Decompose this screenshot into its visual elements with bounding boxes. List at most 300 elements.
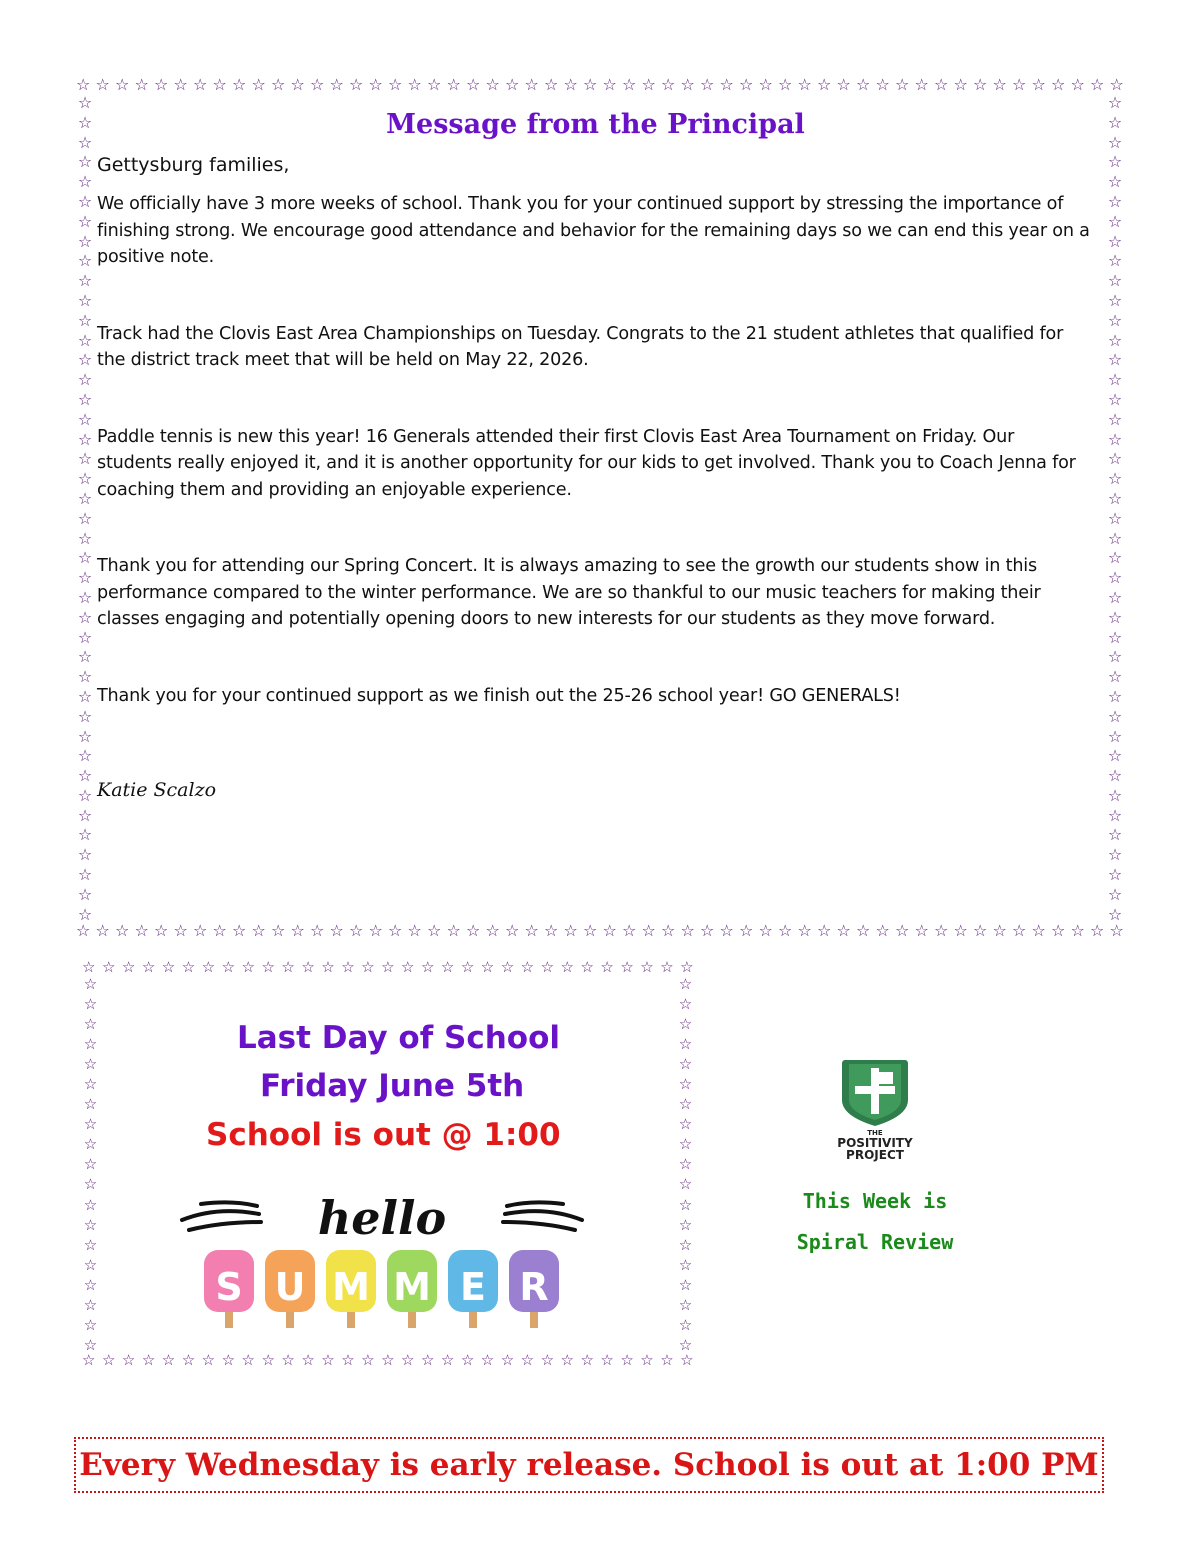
star-outline-icon: ☆: [817, 77, 832, 94]
star-outline-icon: ☆: [602, 77, 617, 94]
star-outline-icon: ☆: [1012, 77, 1027, 94]
star-outline-icon: ☆: [301, 960, 315, 976]
star-outline-icon: ☆: [817, 923, 832, 940]
star-outline-icon: ☆: [221, 960, 236, 976]
star-outline-icon: ☆: [141, 960, 156, 976]
star-outline-icon: ☆: [83, 1055, 98, 1074]
star-outline-icon: ☆: [77, 370, 93, 390]
star-outline-icon: ☆: [678, 1315, 693, 1334]
star-outline-icon: ☆: [500, 1353, 515, 1369]
star-outline-icon: ☆: [101, 960, 116, 976]
star-outline-icon: ☆: [1107, 904, 1123, 923]
star-outline-icon: ☆: [161, 960, 176, 976]
positivity-project: [790, 1058, 960, 1263]
star-outline-icon: ☆: [641, 77, 656, 94]
star-outline-icon: ☆: [641, 923, 656, 940]
star-outline-icon: ☆: [1031, 923, 1046, 940]
star-outline-icon: ☆: [251, 77, 266, 94]
principal-title: Message from the Principal: [386, 109, 805, 140]
star-outline-icon: ☆: [678, 995, 693, 1014]
star-outline-icon: ☆: [505, 923, 520, 940]
star-outline-icon: ☆: [361, 960, 375, 976]
star-outline-icon: ☆: [563, 77, 578, 94]
star-outline-icon: ☆: [77, 251, 93, 271]
star-outline-icon: ☆: [281, 1353, 295, 1369]
star-outline-icon: ☆: [1107, 409, 1123, 429]
popsicle-2: [326, 1250, 376, 1328]
star-outline-icon: ☆: [420, 1353, 435, 1369]
principal-message-content: [97, 109, 1094, 801]
star-outline-icon: ☆: [77, 785, 93, 805]
star-outline-icon: ☆: [914, 77, 929, 94]
star-outline-icon: ☆: [678, 1015, 693, 1034]
star-outline-icon: ☆: [83, 1335, 98, 1353]
star-outline-icon: ☆: [77, 746, 93, 766]
star-outline-icon: ☆: [77, 469, 93, 489]
star-outline-icon: ☆: [758, 77, 773, 94]
last-day-dismissal: School is out @ 1:00: [206, 1117, 561, 1153]
star-border-bottom: [76, 923, 1124, 941]
star-outline-icon: ☆: [1107, 607, 1123, 627]
star-outline-icon: ☆: [241, 1353, 255, 1369]
star-outline-icon: ☆: [600, 1353, 614, 1369]
star-outline-icon: ☆: [875, 923, 890, 940]
star-outline-icon: ☆: [520, 960, 535, 976]
star-outline-icon: ☆: [719, 923, 734, 940]
star-outline-icon: ☆: [115, 923, 130, 940]
star-outline-icon: ☆: [1107, 469, 1123, 489]
star-outline-icon: ☆: [719, 77, 734, 94]
star-outline-icon: ☆: [660, 1353, 674, 1369]
star-outline-icon: ☆: [77, 350, 93, 370]
star-outline-icon: ☆: [1107, 350, 1123, 370]
star-outline-icon: ☆: [77, 647, 93, 667]
star-outline-icon: ☆: [620, 1353, 634, 1369]
star-outline-icon: ☆: [778, 77, 793, 94]
star-outline-icon: ☆: [321, 1353, 335, 1369]
star-outline-icon: ☆: [1051, 77, 1066, 94]
star-outline-icon: ☆: [797, 77, 812, 94]
popsicle-3: [387, 1250, 437, 1328]
hello-swoosh-left: [182, 1202, 261, 1230]
star-outline-icon: ☆: [401, 960, 415, 976]
star-outline-icon: ☆: [83, 977, 98, 993]
star-outline-icon: ☆: [310, 77, 325, 94]
star-outline-icon: ☆: [1107, 310, 1123, 330]
star-outline-icon: ☆: [661, 77, 676, 94]
paragraph-closing: Thank you for your continued support as we finish out the 25-26 school year! GO GENERALS!: [97, 685, 901, 706]
star-outline-icon: ☆: [1090, 77, 1105, 94]
star-outline-icon: ☆: [1107, 231, 1123, 251]
star-outline-icon: ☆: [1107, 647, 1123, 667]
star-outline-icon: ☆: [739, 923, 754, 940]
star-outline-icon: ☆: [678, 1255, 693, 1274]
star-outline-icon: ☆: [115, 77, 130, 94]
star-outline-icon: ☆: [1107, 132, 1123, 152]
star-outline-icon: ☆: [201, 1353, 216, 1369]
star-outline-icon: ☆: [281, 960, 295, 976]
star-outline-icon: ☆: [161, 1353, 176, 1369]
star-outline-icon: ☆: [1107, 667, 1123, 687]
star-outline-icon: ☆: [622, 77, 637, 94]
star-outline-icon: ☆: [1107, 449, 1123, 469]
star-outline-icon: ☆: [524, 77, 539, 94]
popsicle-letter: U: [274, 1265, 306, 1309]
star-outline-icon: ☆: [992, 923, 1007, 940]
star-outline-icon: ☆: [420, 960, 435, 976]
star-outline-icon: ☆: [77, 172, 93, 192]
star-outline-icon: ☆: [181, 960, 196, 976]
star-outline-icon: ☆: [1107, 587, 1123, 607]
positivity-shield-icon: [830, 1058, 920, 1163]
star-outline-icon: ☆: [121, 960, 136, 976]
star-outline-icon: ☆: [602, 923, 617, 940]
star-outline-icon: ☆: [1107, 528, 1123, 548]
star-outline-icon: ☆: [580, 960, 594, 976]
star-outline-icon: ☆: [271, 923, 286, 940]
star-outline-icon: ☆: [83, 1035, 98, 1054]
star-outline-icon: ☆: [1107, 548, 1123, 568]
star-outline-icon: ☆: [1107, 112, 1123, 132]
star-outline-icon: ☆: [480, 1353, 495, 1369]
popsicle-stick: [469, 1310, 477, 1328]
star-outline-icon: ☆: [1070, 77, 1085, 94]
star-outline-icon: ☆: [460, 960, 475, 976]
paragraph-weeks: We officially have 3 more weeks of school. Thank you for your continued support by stressing the importance of finishing strong. We encourage good attendance and behavior for the remaining days so we can end this year on a positive note.: [97, 194, 1090, 267]
star-outline-icon: ☆: [560, 1353, 574, 1369]
star-outline-icon: ☆: [77, 191, 93, 211]
star-outline-icon: ☆: [640, 960, 654, 976]
star-outline-icon: ☆: [622, 923, 637, 940]
star-outline-icon: ☆: [77, 825, 93, 845]
star-outline-icon: ☆: [212, 77, 227, 94]
star-outline-icon: ☆: [77, 488, 93, 508]
star-outline-icon: ☆: [544, 923, 559, 940]
star-outline-icon: ☆: [95, 923, 110, 940]
star-outline-icon: ☆: [1109, 77, 1124, 94]
star-outline-icon: ☆: [95, 77, 110, 94]
star-outline-icon: ☆: [77, 667, 93, 687]
star-outline-icon: ☆: [341, 1353, 355, 1369]
star-outline-icon: ☆: [440, 960, 455, 976]
star-outline-icon: ☆: [329, 923, 344, 940]
star-outline-icon: ☆: [173, 923, 188, 940]
star-outline-icon: ☆: [700, 923, 715, 940]
star-outline-icon: ☆: [678, 1295, 693, 1314]
principal-message-box: [76, 77, 1124, 941]
star-outline-icon: ☆: [1107, 865, 1123, 885]
star-outline-icon: ☆: [540, 1353, 555, 1369]
star-outline-icon: ☆: [661, 923, 676, 940]
star-outline-icon: ☆: [678, 1055, 693, 1074]
hello-summer-graphic: [177, 1192, 587, 1332]
star-outline-icon: ☆: [1107, 95, 1123, 112]
popsicle-4: [448, 1250, 498, 1328]
star-outline-icon: ☆: [895, 923, 910, 940]
greeting: Gettysburg families,: [97, 154, 290, 176]
star-border-left: [76, 95, 94, 923]
star-outline-icon: ☆: [1031, 77, 1046, 94]
star-outline-icon: ☆: [856, 77, 871, 94]
star-outline-icon: ☆: [388, 77, 403, 94]
star-outline-icon: ☆: [560, 960, 574, 976]
star-outline-icon: ☆: [310, 923, 325, 940]
star-outline-icon: ☆: [301, 1353, 315, 1369]
logo-line-project: PROJECT: [846, 1148, 904, 1162]
star-outline-icon: ☆: [83, 1095, 98, 1114]
star-outline-icon: ☆: [678, 1235, 693, 1254]
star-outline-icon: ☆: [76, 923, 91, 940]
star-outline-icon: ☆: [349, 923, 364, 940]
star-outline-icon: ☆: [1107, 884, 1123, 904]
star-outline-icon: ☆: [505, 77, 520, 94]
star-outline-icon: ☆: [934, 77, 949, 94]
star-outline-icon: ☆: [678, 977, 693, 993]
popsicle-letter: S: [215, 1265, 243, 1309]
star-outline-icon: ☆: [241, 960, 255, 976]
star-outline-icon: ☆: [678, 1215, 693, 1234]
popsicle-letter: E: [460, 1265, 486, 1309]
star-border-left: [82, 977, 99, 1353]
star-outline-icon: ☆: [427, 77, 442, 94]
star-outline-icon: ☆: [341, 960, 355, 976]
star-outline-icon: ☆: [83, 1275, 98, 1294]
star-outline-icon: ☆: [261, 960, 275, 976]
star-outline-icon: ☆: [77, 865, 93, 885]
star-outline-icon: ☆: [1107, 251, 1123, 271]
star-outline-icon: ☆: [83, 1155, 98, 1174]
star-outline-icon: ☆: [261, 1353, 275, 1369]
star-outline-icon: ☆: [1107, 508, 1123, 528]
popsicle-letter: R: [519, 1265, 549, 1309]
star-outline-icon: ☆: [83, 1295, 98, 1314]
star-border-right: [1106, 95, 1124, 923]
star-outline-icon: ☆: [1107, 746, 1123, 766]
star-outline-icon: ☆: [1107, 370, 1123, 390]
star-outline-icon: ☆: [485, 77, 500, 94]
star-border-right: [677, 977, 694, 1353]
star-outline-icon: ☆: [678, 1115, 693, 1134]
star-outline-icon: ☆: [77, 429, 93, 449]
star-outline-icon: ☆: [953, 77, 968, 94]
star-outline-icon: ☆: [232, 923, 247, 940]
popsicle-letter: M: [393, 1265, 431, 1309]
star-outline-icon: ☆: [1107, 825, 1123, 845]
star-outline-icon: ☆: [992, 77, 1007, 94]
star-outline-icon: ☆: [290, 77, 305, 94]
star-outline-icon: ☆: [480, 960, 495, 976]
hello-word: hello: [317, 1192, 447, 1245]
star-outline-icon: ☆: [349, 77, 364, 94]
star-outline-icon: ☆: [83, 995, 98, 1014]
star-outline-icon: ☆: [563, 923, 578, 940]
star-outline-icon: ☆: [1107, 211, 1123, 231]
star-outline-icon: ☆: [77, 330, 93, 350]
star-outline-icon: ☆: [77, 845, 93, 865]
star-outline-icon: ☆: [77, 310, 93, 330]
star-outline-icon: ☆: [600, 960, 614, 976]
star-outline-icon: ☆: [797, 923, 812, 940]
star-border-top: [76, 77, 1124, 95]
popsicle-stick: [530, 1310, 538, 1328]
star-outline-icon: ☆: [520, 1353, 535, 1369]
star-outline-icon: ☆: [83, 1075, 98, 1094]
star-outline-icon: ☆: [232, 77, 247, 94]
principal-signature: Katie Scalzo: [97, 779, 217, 801]
star-outline-icon: ☆: [895, 77, 910, 94]
star-outline-icon: ☆: [953, 923, 968, 940]
star-outline-icon: ☆: [680, 960, 694, 976]
star-outline-icon: ☆: [440, 1353, 455, 1369]
star-outline-icon: ☆: [678, 1095, 693, 1114]
star-outline-icon: ☆: [83, 1115, 98, 1134]
star-outline-icon: ☆: [1107, 568, 1123, 588]
last-day-date: Friday June 5th: [260, 1068, 525, 1104]
star-outline-icon: ☆: [82, 1353, 96, 1369]
star-outline-icon: ☆: [83, 1235, 98, 1254]
star-outline-icon: ☆: [836, 923, 851, 940]
star-outline-icon: ☆: [141, 1353, 156, 1369]
star-outline-icon: ☆: [580, 1353, 594, 1369]
star-outline-icon: ☆: [407, 77, 422, 94]
positivity-caption-line1: This Week is: [802, 1189, 948, 1213]
star-outline-icon: ☆: [678, 1035, 693, 1054]
star-outline-icon: ☆: [77, 686, 93, 706]
star-outline-icon: ☆: [678, 1335, 693, 1353]
star-outline-icon: ☆: [407, 923, 422, 940]
star-outline-icon: ☆: [154, 77, 169, 94]
star-outline-icon: ☆: [678, 1135, 693, 1154]
star-outline-icon: ☆: [680, 1353, 694, 1369]
star-outline-icon: ☆: [361, 1353, 375, 1369]
star-outline-icon: ☆: [77, 548, 93, 568]
star-outline-icon: ☆: [381, 1353, 395, 1369]
star-outline-icon: ☆: [221, 1353, 236, 1369]
star-outline-icon: ☆: [77, 152, 93, 172]
star-outline-icon: ☆: [77, 112, 93, 132]
star-outline-icon: ☆: [77, 271, 93, 291]
star-outline-icon: ☆: [368, 77, 383, 94]
star-outline-icon: ☆: [83, 1175, 98, 1194]
hello-swoosh-right: [503, 1202, 582, 1230]
star-outline-icon: ☆: [83, 1015, 98, 1034]
star-outline-icon: ☆: [271, 77, 286, 94]
star-outline-icon: ☆: [76, 77, 91, 94]
star-outline-icon: ☆: [678, 1175, 693, 1194]
paragraph-paddle-tennis: Paddle tennis is new this year! 16 Generals attended their first Clovis East Area Tournament on Friday. Our students really enjoyed it, and it is another opportunity for our kids to get involved. Thank you to Coach Jenna for coaching them and providing an enjoyable experience.: [97, 426, 1076, 500]
star-outline-icon: ☆: [77, 409, 93, 429]
star-outline-icon: ☆: [154, 923, 169, 940]
star-outline-icon: ☆: [401, 1353, 415, 1369]
star-outline-icon: ☆: [700, 77, 715, 94]
star-outline-icon: ☆: [1107, 726, 1123, 746]
star-outline-icon: ☆: [181, 1353, 196, 1369]
star-outline-icon: ☆: [77, 805, 93, 825]
star-border-top: [82, 960, 694, 977]
star-outline-icon: ☆: [1107, 805, 1123, 825]
last-day-box: [82, 960, 694, 1370]
star-outline-icon: ☆: [77, 904, 93, 923]
popsicle-stick: [347, 1310, 355, 1328]
star-outline-icon: ☆: [77, 766, 93, 786]
star-outline-icon: ☆: [758, 923, 773, 940]
star-outline-icon: ☆: [193, 923, 208, 940]
star-outline-icon: ☆: [77, 706, 93, 726]
positivity-caption-line2: Spiral Review: [796, 1230, 954, 1254]
star-outline-icon: ☆: [1070, 923, 1085, 940]
popsicle-letter: M: [332, 1265, 370, 1309]
star-outline-icon: ☆: [427, 923, 442, 940]
popsicle-stick: [408, 1310, 416, 1328]
star-outline-icon: ☆: [83, 1215, 98, 1234]
star-outline-icon: ☆: [1109, 923, 1124, 940]
early-release-banner: Every Wednesday is early release. School is out at 1:00 PM: [74, 1437, 1104, 1493]
star-outline-icon: ☆: [1107, 429, 1123, 449]
logo-line-positivity: POSITIVITY: [837, 1136, 913, 1150]
paragraph-spring-concert: Thank you for attending our Spring Concert. It is always amazing to see the growth our students show in this performance compared to the winter performance. We are so thankful to our music teachers for making their classes engaging and potentially opening doors to new interests for our students as they move forward.: [97, 556, 1041, 629]
star-outline-icon: ☆: [1012, 923, 1027, 940]
star-outline-icon: ☆: [778, 923, 793, 940]
star-outline-icon: ☆: [875, 77, 890, 94]
star-outline-icon: ☆: [83, 1255, 98, 1274]
star-outline-icon: ☆: [524, 923, 539, 940]
star-outline-icon: ☆: [1107, 152, 1123, 172]
star-outline-icon: ☆: [485, 923, 500, 940]
star-outline-icon: ☆: [77, 884, 93, 904]
star-outline-icon: ☆: [368, 923, 383, 940]
star-outline-icon: ☆: [1107, 290, 1123, 310]
star-outline-icon: ☆: [856, 923, 871, 940]
star-outline-icon: ☆: [1107, 389, 1123, 409]
star-outline-icon: ☆: [101, 1353, 116, 1369]
star-outline-icon: ☆: [460, 1353, 475, 1369]
popsicle-row: [204, 1250, 559, 1328]
popsicle-stick: [286, 1310, 294, 1328]
star-outline-icon: ☆: [1107, 191, 1123, 211]
star-outline-icon: ☆: [1107, 686, 1123, 706]
star-outline-icon: ☆: [82, 960, 96, 976]
star-outline-icon: ☆: [1107, 766, 1123, 786]
star-outline-icon: ☆: [1090, 923, 1105, 940]
star-outline-icon: ☆: [77, 726, 93, 746]
star-outline-icon: ☆: [500, 960, 515, 976]
star-outline-icon: ☆: [193, 77, 208, 94]
star-outline-icon: ☆: [973, 923, 988, 940]
star-outline-icon: ☆: [914, 923, 929, 940]
star-outline-icon: ☆: [680, 923, 695, 940]
star-outline-icon: ☆: [212, 923, 227, 940]
star-outline-icon: ☆: [540, 960, 555, 976]
star-outline-icon: ☆: [321, 960, 335, 976]
star-outline-icon: ☆: [466, 923, 481, 940]
star-outline-icon: ☆: [77, 587, 93, 607]
star-outline-icon: ☆: [1107, 706, 1123, 726]
last-day-title: Last Day of School: [237, 1020, 561, 1056]
star-outline-icon: ☆: [680, 77, 695, 94]
star-outline-icon: ☆: [77, 95, 93, 112]
star-outline-icon: ☆: [544, 77, 559, 94]
star-outline-icon: ☆: [251, 923, 266, 940]
star-outline-icon: ☆: [660, 960, 674, 976]
star-outline-icon: ☆: [466, 77, 481, 94]
star-outline-icon: ☆: [1107, 488, 1123, 508]
star-outline-icon: ☆: [83, 1195, 98, 1214]
star-outline-icon: ☆: [1107, 271, 1123, 291]
star-outline-icon: ☆: [77, 211, 93, 231]
star-outline-icon: ☆: [77, 627, 93, 647]
star-outline-icon: ☆: [77, 132, 93, 152]
star-border-bottom: [82, 1353, 694, 1370]
